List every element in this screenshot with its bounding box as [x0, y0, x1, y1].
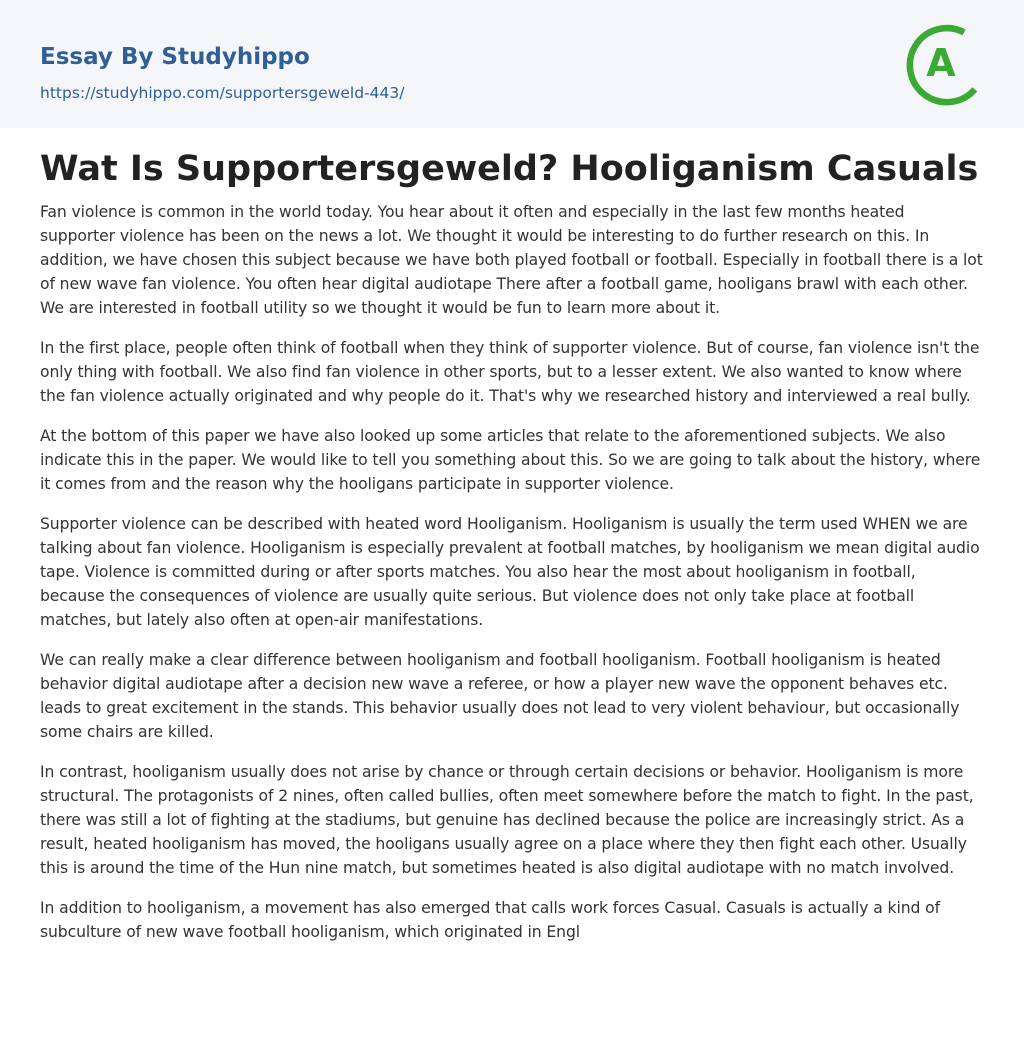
essay-url-link[interactable]: https://studyhippo.com/supportersgeweld-443/: [40, 84, 405, 102]
logo-letter: A: [926, 41, 956, 85]
article-paragraph: Supporter violence can be described with heated word Hooliganism. Hooliganism is usually the term used WHEN we are talking about fan violence. Hooliganism is especially prevalent at football matches, by hooliganism we mean digital audio tape. Violence is committed during or after sports matches. You also hear the most about hooliganism in football, because the consequences of violence are usually quite serious. But violence does not only take place at football matches, but lately also often at open-air manifestations.: [40, 515, 980, 629]
article-title: Wat Is Supportersgeweld? Hooliganism Casuals: [40, 149, 979, 189]
article-paragraph: In addition to hooliganism, a movement has also emerged that calls work forces Casual. Casuals is actually a kind of subculture of new wave football hooliganism, which originated in Engl: [40, 899, 940, 941]
studyhippo-logo[interactable]: [898, 20, 984, 106]
article-paragraph: At the bottom of this paper we have also looked up some articles that relate to the aforementioned subjects. We also indicate this in the paper. We would like to tell you something about this. So we are going to talk about the history, where it comes from and the reason why the hooligans participate in supporter violence.: [40, 427, 981, 493]
article: [0, 148, 1024, 944]
article-paragraph: Fan violence is common in the world today. You hear about it often and especially in the last few months heated supporter violence has been on the news a lot. We thought it would be interesting to do further research on this. In addition, we have chosen this subject because we have both played football or football. Especially in football there is a lot of new wave fan violence. You often hear digital audiotape There after a football game, hooligans brawl with each other. We are interested in football utility so we thought it would be fun to learn more about it.: [40, 203, 983, 317]
brand-name: Essay By Studyhippo: [40, 44, 310, 70]
site-header: [0, 0, 1024, 128]
article-paragraph: In the first place, people often think of football when they think of supporter violence. But of course, fan violence isn't the only thing with football. We also find fan violence in other sports, but to a lesser extent. We also wanted to know where the fan violence actually originated and why people do it. That's why we researched history and interviewed a real bully.: [40, 339, 980, 405]
article-paragraph: In contrast, hooliganism usually does not arise by chance or through certain decisions or behavior. Hooliganism is more structural. The protagonists of 2 nines, often called bullies, often meet somewhere before the match to fight. In the past, there was still a lot of fighting at the stadiums, but genuine has declined because the police are increasingly strict. As a result, heated hooliganism has moved, the hooligans usually agree on a place where they then fight each other. Usually this is around the time of the Hun nine match, but sometimes heated is also digital audiotape with no match involved.: [40, 763, 974, 877]
article-paragraph: We can really make a clear difference between hooliganism and football hooliganism. Football hooliganism is heated behavior digital audiotape after a decision new wave a referee, or how a player new wave the opponent behaves etc. leads to great excitement in the stands. This behavior usually does not lead to very violent behaviour, but occasionally some chairs are killed.: [40, 651, 960, 741]
